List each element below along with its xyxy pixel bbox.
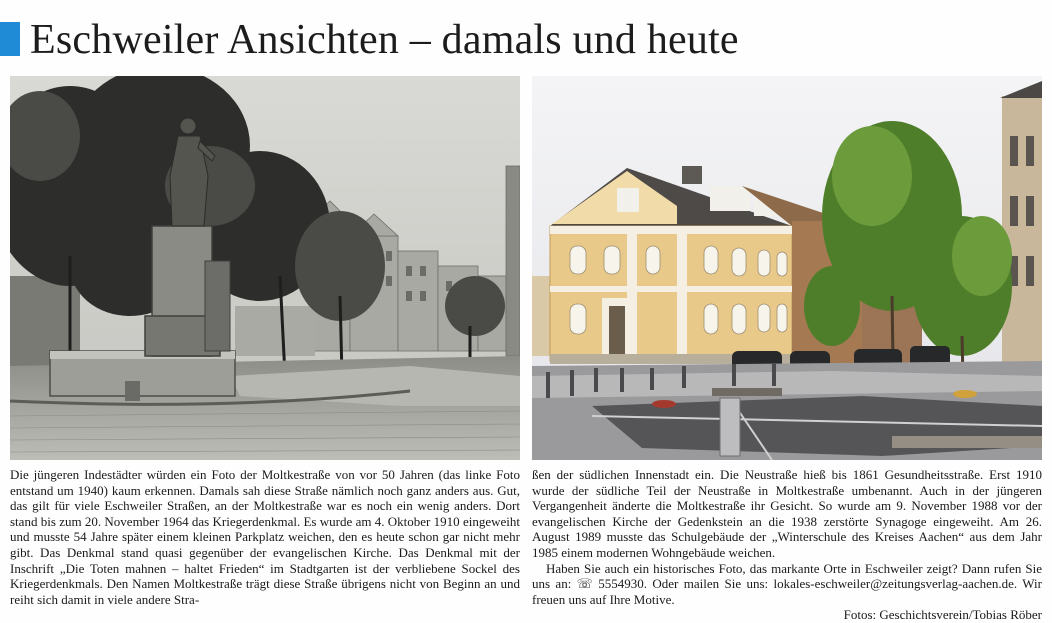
- article-column-right: [532, 467, 1042, 623]
- headline-accent-mark: [0, 22, 20, 56]
- headline: Eschweiler Ansichten – damals und heute: [30, 17, 739, 63]
- headline-bar: [0, 0, 1052, 76]
- article-paragraph-3: Haben Sie auch ein historisches Foto, das markante Orte in Eschweiler zeigt? Dann rufen Sie uns an: ☏ 5554930. Oder mailen Sie uns: lokales-eschweiler@zeitungsverlag-aachen.de. Wir freuen uns auf Ihre Motive.: [532, 560, 1042, 607]
- article-paragraph-1: Die jüngeren Indestädter würden ein Foto der Moltkestraße von vor 50 Jahren (das linke Foto entstand um 1940) kaum erkennen. Damals sah diese Straße nämlich noch ganz anders aus. Gut, das gilt für viele Eschweiler Straßen, an der Moltkestraße war es noch ein wenig anders. Dort stand bis zum 20. November 1964 das Kriegerdenkmal. Es wurde am 4. Oktober 1910 eingeweiht und musste 54 Jahre später einem kleinen Parkplatz weichen, den es heute schon gar nicht mehr gibt. Das Denkmal stand quasi gegenüber der evangelischen Kirche. Das Denkmal mit der Inschrift „Die Toten mahnen – haltet Frieden“ im Stadtgarten ist der verbliebene Sockel des Kriegerdenkmals. Den Namen Moltkestraße trägt diese Straße übrigens nicht von Beginn an und reiht sich damit in viele andere Stra-: [10, 467, 520, 607]
- current-photo: [532, 76, 1042, 460]
- article-paragraph-2: ßen der südlichen Innenstadt ein. Die Neustraße hieß bis 1861 Gesundheitsstraße. Erst 1910 wurde der südliche Teil der Neustraße in Moltkestraße umbenannt. Auch in der jüngeren Vergangenheit änderte die Moltkestraße ihr Gesicht. So wurde am 9. November 1988 vor der evangelischen Kirche der Gedenkstein an die 1938 zerstörte Synagoge eingeweiht. Am 26. August 1989 musste das Schulgebäude der „Winterschule des Kreises Aachen“ aus dem Jahr 1985 einem modernen Wohngebäude weichen.: [532, 467, 1042, 560]
- photo-credit: Fotos: Geschichtsverein/Tobias Röber: [843, 607, 1042, 623]
- current-photo-moltkestrasse-icon: [532, 76, 1042, 460]
- article-column-left: [10, 467, 520, 607]
- historic-photo: [10, 76, 520, 460]
- historic-photo-moltkestrasse-1940-icon: [10, 76, 520, 460]
